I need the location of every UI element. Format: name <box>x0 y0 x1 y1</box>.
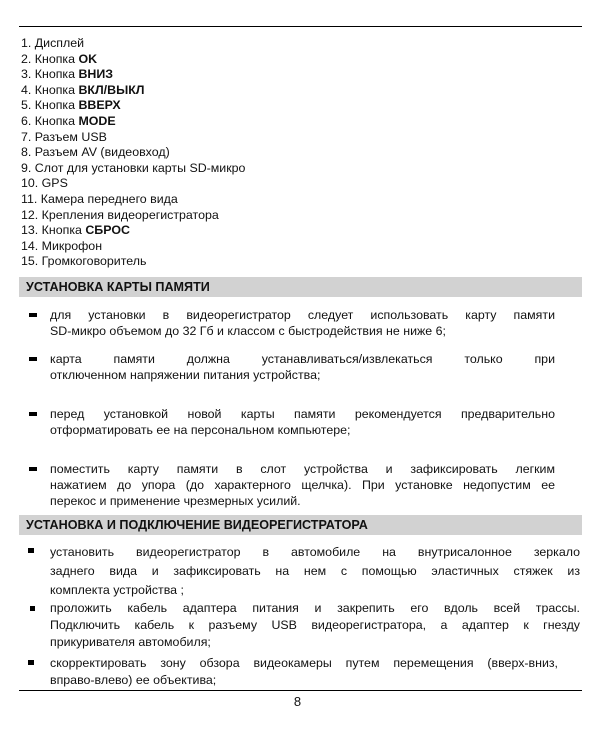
page-number: 8 <box>293 694 302 709</box>
text-line: перед установкой новой карты памяти рекомендуется предварительно <box>50 407 555 421</box>
text-line: перекос и применение чрезмерных усилий. <box>50 494 301 508</box>
list-item: 10. GPS <box>21 176 68 191</box>
paragraph <box>50 461 555 509</box>
list-item: 1. Дисплей <box>21 36 85 50</box>
bottom-rule <box>19 690 582 691</box>
text-line: карта памяти должна устанавливаться/извлекаться только при <box>50 352 555 366</box>
paragraph <box>50 406 555 438</box>
list-item: 8. Разъем AV (видеовход) <box>21 145 170 160</box>
text-line: для установки в видеорегистратор следует использовать карту памяти <box>50 308 555 322</box>
list-item: 7. Разъем USB <box>21 129 107 144</box>
bullet-marker <box>28 548 34 553</box>
parts-list <box>21 36 581 270</box>
list-item: 9. Слот для установки карты SD-микро <box>21 160 246 175</box>
text-line: вправо-влево) ее объектива; <box>50 673 217 687</box>
text-line: заднего вида и зафиксировать на нем с помощью эластичных стяжек из <box>50 564 580 578</box>
text-line: проложить кабель адаптера питания и закрепить его вдоль всей трассы. <box>50 601 580 615</box>
section-heading-memory-card: УСТАНОВКА КАРТЫ ПАМЯТИ <box>19 277 582 297</box>
bullet-marker <box>29 313 37 317</box>
text-line: SD-микро объемом до 32 Гб и классом с быстродействия не ниже 6; <box>50 324 446 338</box>
paragraph <box>50 655 558 689</box>
list-item: 5. Кнопка ВВЕРХ <box>21 98 121 113</box>
list-item: 11. Камера переднего вида <box>21 191 178 206</box>
section-heading-installation: УСТАНОВКА И ПОДКЛЮЧЕНИЕ ВИДЕОРЕГИСТРАТОРА <box>19 515 582 535</box>
text-line: прикуривателя автомобиля; <box>50 635 211 649</box>
text-line: скорректировать зону обзора видеокамеры путем перемещения (вверх-вниз, <box>50 656 558 670</box>
bullet-marker <box>29 467 37 471</box>
text-line: комплекта устройства ; <box>50 583 184 597</box>
paragraph <box>50 543 580 600</box>
top-rule <box>19 26 582 27</box>
text-line: установить видеорегистратор в автомобиле на внутрисалонное зеркало <box>50 545 580 559</box>
list-item: 4. Кнопка ВКЛ/ВЫКЛ <box>21 82 145 97</box>
bullet-marker <box>29 412 37 416</box>
list-item: 6. Кнопка MODE <box>21 113 116 128</box>
list-item: 2. Кнопка OK <box>21 51 98 66</box>
list-item: 3. Кнопка ВНИЗ <box>21 67 114 82</box>
paragraph <box>50 307 555 339</box>
paragraph <box>50 600 580 651</box>
text-line: нажатием до упора (до характерного щелчка). При установке недопустим ее <box>50 478 555 492</box>
bullet-marker <box>28 660 34 665</box>
paragraph <box>50 351 555 383</box>
text-line: отформатировать ее на персональном компьютере; <box>50 423 351 437</box>
list-item: 14. Микрофон <box>21 238 103 253</box>
bullet-marker <box>29 357 37 361</box>
list-item: 13. Кнопка СБРОС <box>21 223 130 238</box>
text-line: поместить карту памяти в слот устройства и зафиксировать легким <box>50 462 555 476</box>
text-line: отключенном напряжении питания устройства; <box>50 368 321 382</box>
list-item: 12. Крепления видеорегистратора <box>21 207 219 222</box>
bullet-marker <box>30 606 35 611</box>
text-line: Подключить кабель к разъему USB видеорегистратора, а адаптер к гнезду <box>50 618 580 632</box>
list-item: 15. Громкоговоритель <box>21 254 147 269</box>
